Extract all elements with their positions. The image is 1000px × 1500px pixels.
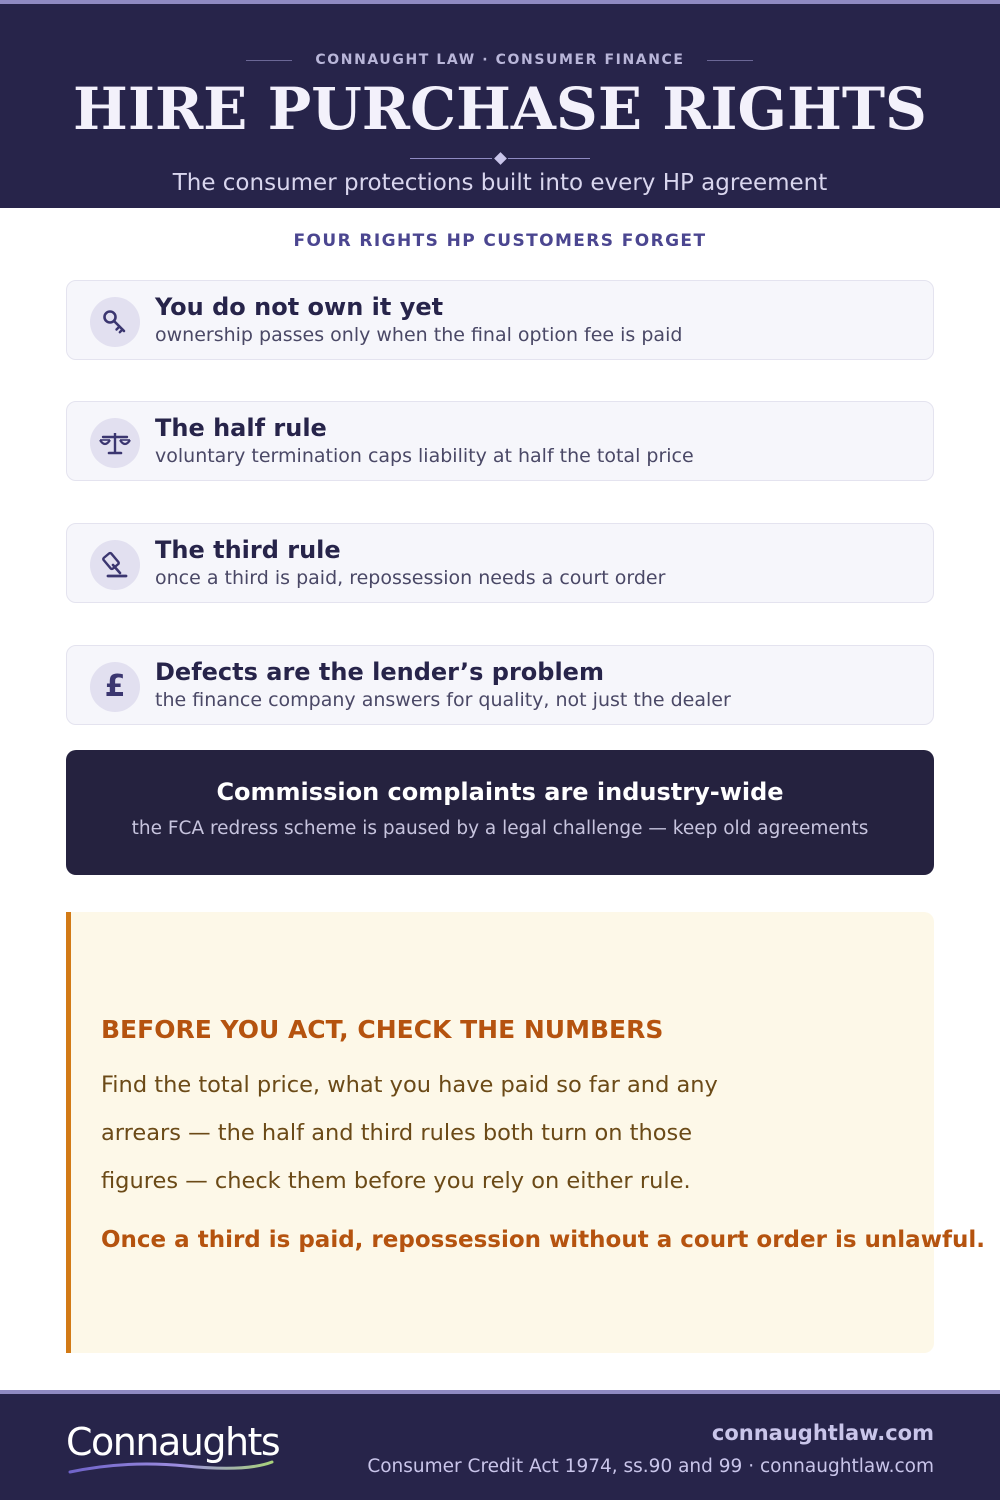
right-title: The third rule <box>155 536 341 564</box>
commission-banner <box>66 750 934 875</box>
gavel-icon <box>90 540 140 590</box>
right-card-half-rule <box>66 401 934 481</box>
callout-line: Find the total price, what you have paid so far and any <box>101 1072 718 1098</box>
right-desc: once a third is paid, repossession needs a court order <box>155 567 666 589</box>
page-title: HIRE PURCHASE RIGHTS <box>73 75 927 143</box>
callout-title: BEFORE YOU ACT, CHECK THE NUMBERS <box>101 1015 664 1044</box>
right-desc: the finance company answers for quality, not just the dealer <box>155 689 731 711</box>
callout-warning: Once a third is paid, repossession without a court order is unlawful. <box>101 1227 985 1253</box>
section-label: FOUR RIGHTS HP CUSTOMERS FORGET <box>293 231 707 251</box>
callout-line: figures — check them before you rely on either rule. <box>101 1168 691 1194</box>
right-card-defects <box>66 645 934 725</box>
right-card-third-rule <box>66 523 934 603</box>
banner-desc: the FCA redress scheme is paused by a legal challenge — keep old agreements <box>131 818 869 839</box>
right-desc: voluntary termination caps liability at half the total price <box>155 445 694 467</box>
title-ornament <box>410 152 590 166</box>
header <box>0 0 1000 208</box>
kicker-divider-right <box>707 60 753 61</box>
footer-url-link[interactable]: connaughtlaw.com <box>711 1421 934 1445</box>
right-title: You do not own it yet <box>155 293 444 321</box>
diamond-icon <box>494 152 507 165</box>
key-icon <box>90 297 140 347</box>
logo-wordmark: Connaughts <box>66 1420 280 1464</box>
connaughts-logo <box>66 1420 296 1480</box>
pound-icon: £ <box>90 662 140 712</box>
banner-title: Commission complaints are industry-wide <box>216 778 784 806</box>
page-subtitle: The consumer protections built into every HP agreement <box>172 170 828 196</box>
footer <box>0 1390 1000 1500</box>
right-title: Defects are the lender’s problem <box>155 658 604 686</box>
kicker: CONNAUGHT LAW · CONSUMER FINANCE <box>315 52 685 68</box>
right-title: The half rule <box>155 414 327 442</box>
logo-swoosh-icon <box>66 1460 276 1476</box>
right-desc: ownership passes only when the final option fee is paid <box>155 324 683 346</box>
scales-icon <box>90 418 140 468</box>
kicker-row <box>0 48 1000 72</box>
right-card-ownership <box>66 280 934 360</box>
check-numbers-callout <box>66 912 985 1353</box>
callout-line: arrears — the half and third rules both turn on those <box>101 1120 693 1146</box>
footer-citation: Consumer Credit Act 1974, ss.90 and 99 · connaughtlaw.com <box>367 1456 934 1477</box>
